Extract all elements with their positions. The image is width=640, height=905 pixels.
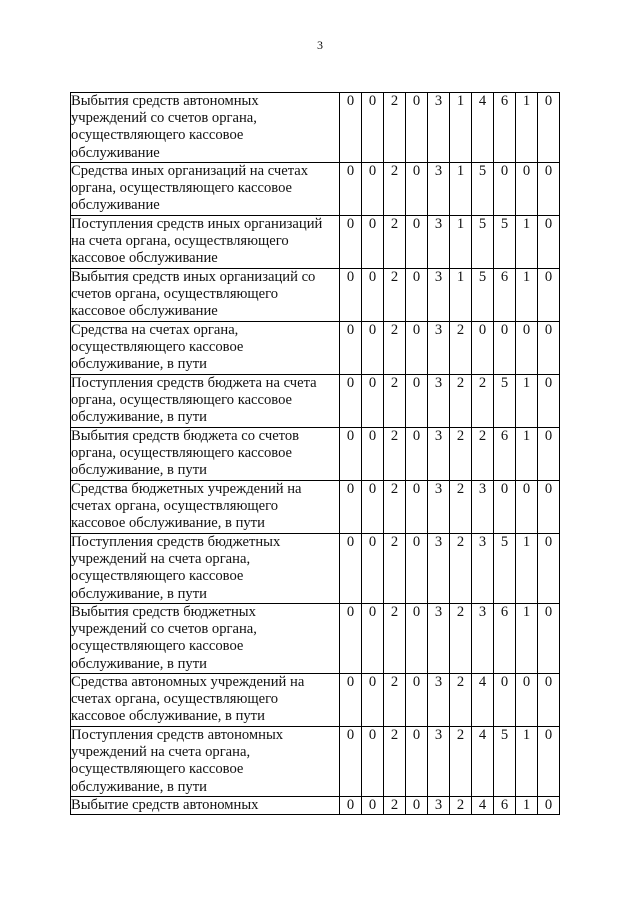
account-name-line: кассовое обслуживание, в пути: [71, 708, 265, 725]
account-name-line: обслуживание, в пути: [71, 655, 207, 672]
code-digit-cell: 2: [384, 727, 406, 797]
code-digit-cell: 0: [538, 428, 560, 481]
table-row: [71, 428, 560, 481]
code-digit-cell: 0: [362, 534, 384, 604]
table-body: [71, 93, 560, 815]
code-digit-cell: 0: [406, 269, 428, 322]
code-digit-cell: 3: [428, 727, 450, 797]
code-digit-cell: 0: [362, 93, 384, 163]
code-digit-cell: 0: [494, 322, 516, 375]
code-digit-cell: 0: [340, 727, 362, 797]
code-digit-cell: 1: [516, 428, 538, 481]
code-digit-cell: 2: [384, 322, 406, 375]
code-digit-cell: 3: [428, 216, 450, 269]
code-digit-cell: 4: [472, 93, 494, 163]
account-name-line: осуществляющего кассовое: [71, 761, 244, 778]
code-digit-cell: 5: [472, 269, 494, 322]
code-digit-cell: 0: [340, 481, 362, 534]
code-digit-cell: 0: [538, 604, 560, 674]
code-digit-cell: 2: [384, 93, 406, 163]
account-name-line: обслуживание, в пути: [71, 356, 207, 373]
account-name-cell: [71, 163, 340, 216]
code-digit-cell: 5: [472, 216, 494, 269]
code-digit-cell: 0: [538, 163, 560, 216]
code-digit-cell: 0: [406, 674, 428, 727]
code-digit-cell: 3: [428, 93, 450, 163]
account-name-line: на счета органа, осуществляющего: [71, 233, 289, 250]
code-digit-cell: 3: [428, 163, 450, 216]
code-digit-cell: 3: [472, 481, 494, 534]
code-digit-cell: 5: [472, 163, 494, 216]
page-number: 3: [317, 38, 323, 52]
code-digit-cell: 0: [340, 163, 362, 216]
code-digit-cell: 3: [428, 604, 450, 674]
code-digit-cell: 0: [406, 375, 428, 428]
account-name-line: обслуживание, в пути: [71, 409, 207, 426]
account-name-line: обслуживание, в пути: [71, 778, 207, 795]
account-name-line: осуществляющего кассовое: [71, 568, 244, 585]
code-digit-cell: 0: [340, 604, 362, 674]
table-row: [71, 375, 560, 428]
code-digit-cell: 2: [450, 428, 472, 481]
account-name-line: кассовое обслуживание, в пути: [71, 515, 265, 532]
code-digit-cell: 0: [406, 604, 428, 674]
account-name-line: счетах органа, осуществляющего: [71, 691, 279, 708]
table-row: [71, 269, 560, 322]
code-digit-cell: 1: [516, 216, 538, 269]
account-name-cell: [71, 269, 340, 322]
code-digit-cell: 0: [340, 534, 362, 604]
code-digit-cell: 0: [538, 481, 560, 534]
account-name-cell: [71, 534, 340, 604]
code-digit-cell: 0: [362, 375, 384, 428]
code-digit-cell: 0: [494, 481, 516, 534]
code-digit-cell: 5: [494, 534, 516, 604]
code-digit-cell: 0: [340, 797, 362, 815]
code-digit-cell: 0: [406, 322, 428, 375]
code-digit-cell: 1: [450, 216, 472, 269]
code-digit-cell: 0: [340, 322, 362, 375]
code-digit-cell: 1: [516, 93, 538, 163]
code-digit-cell: 0: [538, 375, 560, 428]
code-digit-cell: 2: [450, 375, 472, 428]
code-digit-cell: 4: [472, 674, 494, 727]
code-digit-cell: 2: [450, 481, 472, 534]
code-digit-cell: 3: [428, 797, 450, 815]
account-name-line: обслуживание: [71, 197, 160, 214]
code-digit-cell: 0: [362, 163, 384, 216]
code-digit-cell: 1: [516, 727, 538, 797]
code-digit-cell: 2: [384, 269, 406, 322]
code-digit-cell: 0: [362, 269, 384, 322]
code-digit-cell: 1: [516, 534, 538, 604]
code-digit-cell: 3: [428, 534, 450, 604]
code-digit-cell: 0: [406, 534, 428, 604]
code-digit-cell: 0: [406, 163, 428, 216]
code-digit-cell: 2: [384, 375, 406, 428]
code-digit-cell: 2: [384, 216, 406, 269]
code-digit-cell: 0: [362, 428, 384, 481]
code-digit-cell: 0: [340, 93, 362, 163]
code-digit-cell: 0: [406, 93, 428, 163]
account-name-line: Средства на счетах органа,: [71, 322, 239, 338]
code-digit-cell: 0: [538, 216, 560, 269]
code-digit-cell: 3: [428, 375, 450, 428]
code-digit-cell: 0: [362, 674, 384, 727]
code-digit-cell: 0: [406, 727, 428, 797]
account-name-cell: [71, 375, 340, 428]
code-digit-cell: 0: [538, 797, 560, 815]
code-digit-cell: 0: [538, 322, 560, 375]
code-digit-cell: 2: [472, 428, 494, 481]
account-name-line: Поступления средств автономных: [71, 727, 284, 743]
account-name-line: органа, осуществляющего кассовое: [71, 180, 293, 197]
account-name-line: кассовое обслуживание: [71, 250, 218, 267]
code-digit-cell: 3: [428, 428, 450, 481]
code-digit-cell: 2: [384, 604, 406, 674]
account-name-cell: [71, 216, 340, 269]
code-digit-cell: 3: [428, 269, 450, 322]
table-row: [71, 93, 560, 163]
code-digit-cell: 0: [340, 269, 362, 322]
account-name-line: Средства автономных учреждений на: [71, 674, 305, 690]
code-digit-cell: 3: [428, 481, 450, 534]
account-name-line: Выбытие средств автономных: [71, 797, 259, 813]
code-digit-cell: 0: [340, 674, 362, 727]
code-digit-cell: 4: [472, 797, 494, 815]
account-name-cell: [71, 93, 340, 163]
code-digit-cell: 2: [450, 604, 472, 674]
code-digit-cell: 2: [450, 534, 472, 604]
table-row: [71, 163, 560, 216]
account-code-table: [70, 92, 560, 815]
account-name-line: учреждений со счетов органа,: [71, 110, 257, 127]
code-digit-cell: 2: [384, 534, 406, 604]
account-name-line: Средства бюджетных учреждений на: [71, 481, 302, 497]
code-digit-cell: 1: [450, 269, 472, 322]
table-row: [71, 216, 560, 269]
code-digit-cell: 2: [384, 481, 406, 534]
account-name-line: учреждений на счета органа,: [71, 551, 251, 568]
table-row: [71, 604, 560, 674]
code-digit-cell: 0: [362, 727, 384, 797]
account-name-cell: [71, 727, 340, 797]
code-digit-cell: 0: [340, 216, 362, 269]
code-digit-cell: 0: [516, 322, 538, 375]
code-digit-cell: 0: [340, 375, 362, 428]
account-name-line: учреждений со счетов органа,: [71, 621, 257, 638]
account-name-line: осуществляющего кассовое: [71, 638, 244, 655]
account-name-line: счетов органа, осуществляющего: [71, 286, 279, 303]
code-digit-cell: 0: [494, 674, 516, 727]
table-row: [71, 797, 560, 815]
table-row: [71, 727, 560, 797]
account-name-line: учреждений на счета органа,: [71, 744, 251, 761]
code-digit-cell: 2: [450, 322, 472, 375]
account-name-line: Средства иных организаций на счетах: [71, 163, 309, 179]
code-digit-cell: 0: [340, 428, 362, 481]
code-digit-cell: 3: [472, 604, 494, 674]
account-name-cell: [71, 322, 340, 375]
code-digit-cell: 2: [450, 674, 472, 727]
code-digit-cell: 5: [494, 216, 516, 269]
account-name-line: Выбытия средств бюджетных: [71, 604, 256, 620]
account-name-line: Поступления средств бюджетных: [71, 534, 281, 550]
code-digit-cell: 0: [362, 216, 384, 269]
account-name-line: обслуживание, в пути: [71, 462, 207, 479]
code-digit-cell: 0: [538, 727, 560, 797]
table-row: [71, 674, 560, 727]
code-digit-cell: 0: [362, 797, 384, 815]
account-name-line: обслуживание: [71, 144, 160, 161]
account-name-cell: [71, 604, 340, 674]
code-digit-cell: 3: [472, 534, 494, 604]
code-digit-cell: 2: [472, 375, 494, 428]
code-digit-cell: 3: [428, 674, 450, 727]
code-digit-cell: 0: [516, 674, 538, 727]
code-digit-cell: 0: [406, 428, 428, 481]
code-digit-cell: 0: [538, 93, 560, 163]
account-name-line: Поступления средств бюджета на счета: [71, 375, 317, 391]
code-digit-cell: 1: [516, 269, 538, 322]
account-name-line: органа, осуществляющего кассовое: [71, 392, 293, 409]
table-row: [71, 322, 560, 375]
account-name-cell: [71, 428, 340, 481]
code-digit-cell: 1: [516, 375, 538, 428]
code-digit-cell: 0: [362, 604, 384, 674]
code-digit-cell: 1: [516, 604, 538, 674]
account-name-line: счетах органа, осуществляющего: [71, 498, 279, 515]
code-digit-cell: 0: [538, 269, 560, 322]
code-digit-cell: 0: [362, 322, 384, 375]
code-digit-cell: 3: [428, 322, 450, 375]
code-digit-cell: 6: [494, 93, 516, 163]
account-name-line: Выбытия средств автономных: [71, 93, 259, 109]
code-digit-cell: 0: [406, 216, 428, 269]
code-digit-cell: 0: [494, 163, 516, 216]
code-digit-cell: 6: [494, 428, 516, 481]
code-digit-cell: 2: [384, 163, 406, 216]
account-name-line: кассовое обслуживание: [71, 303, 218, 320]
account-name-line: Выбытия средств бюджета со счетов: [71, 428, 300, 444]
code-digit-cell: 5: [494, 375, 516, 428]
code-digit-cell: 2: [450, 727, 472, 797]
code-digit-cell: 6: [494, 269, 516, 322]
code-digit-cell: 0: [406, 797, 428, 815]
code-digit-cell: 0: [516, 481, 538, 534]
table-row: [71, 534, 560, 604]
code-digit-cell: 4: [472, 727, 494, 797]
code-digit-cell: 0: [538, 534, 560, 604]
account-name-line: органа, осуществляющего кассовое: [71, 445, 293, 462]
code-digit-cell: 6: [494, 604, 516, 674]
table-row: [71, 481, 560, 534]
account-name-line: осуществляющего кассовое: [71, 339, 244, 356]
code-digit-cell: 0: [362, 481, 384, 534]
code-digit-cell: 0: [472, 322, 494, 375]
account-name-cell: [71, 797, 340, 815]
code-digit-cell: 2: [384, 428, 406, 481]
account-name-line: осуществляющего кассовое: [71, 127, 244, 144]
code-digit-cell: 0: [538, 674, 560, 727]
code-digit-cell: 6: [494, 797, 516, 815]
code-digit-cell: 0: [406, 481, 428, 534]
code-digit-cell: 1: [450, 93, 472, 163]
account-name-cell: [71, 481, 340, 534]
code-digit-cell: 1: [516, 797, 538, 815]
code-digit-cell: 2: [450, 797, 472, 815]
account-name-line: Выбытия средств иных организаций со: [71, 269, 316, 285]
code-digit-cell: 2: [384, 797, 406, 815]
code-digit-cell: 1: [450, 163, 472, 216]
account-name-line: Поступления средств иных организаций: [71, 216, 323, 232]
code-digit-cell: 2: [384, 674, 406, 727]
code-digit-cell: 5: [494, 727, 516, 797]
code-digit-cell: 0: [516, 163, 538, 216]
account-name-line: обслуживание, в пути: [71, 585, 207, 602]
account-name-cell: [71, 674, 340, 727]
